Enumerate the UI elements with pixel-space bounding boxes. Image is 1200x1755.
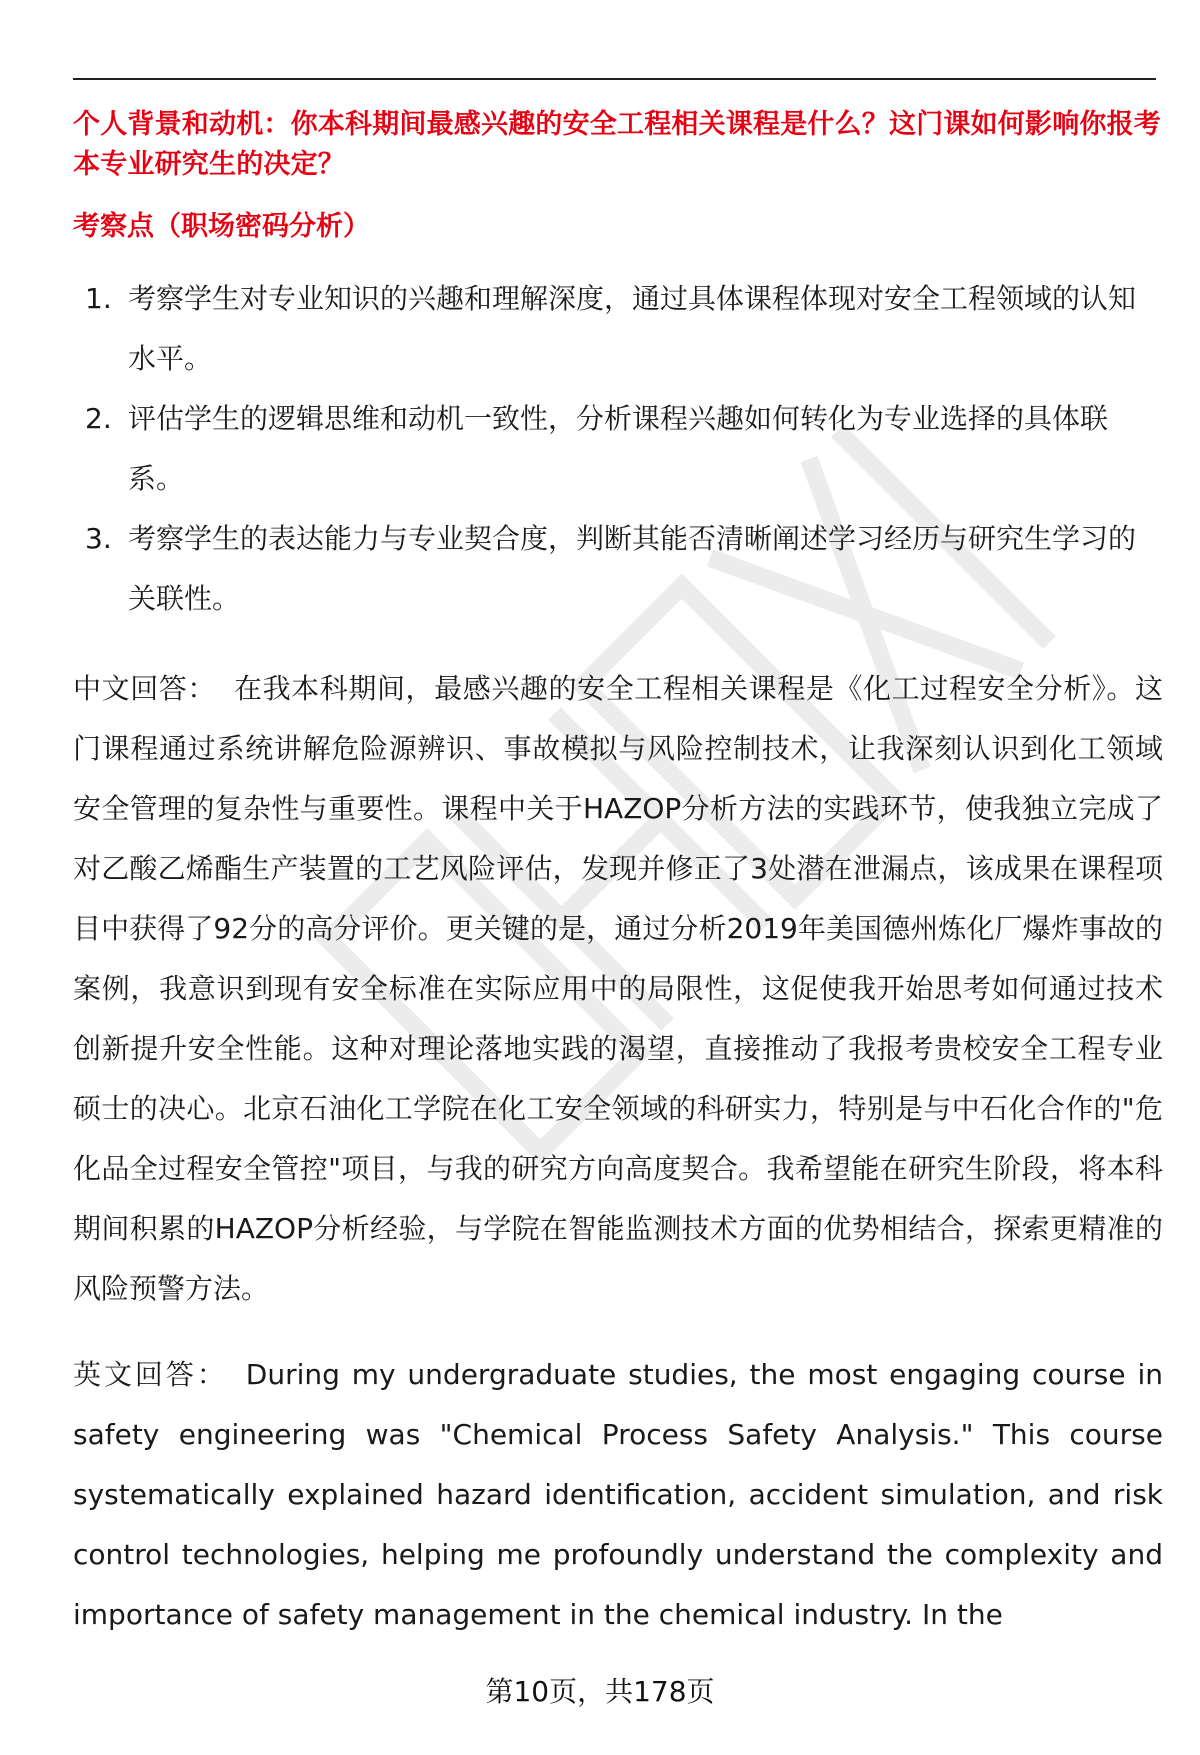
list-item-text: 考察学生对专业知识的兴趣和理解深度，通过具体课程体现对安全工程领域的认知水平。 xyxy=(128,282,1137,375)
list-item-number: 3. xyxy=(85,522,112,555)
list-item xyxy=(73,509,1163,629)
assessment-list xyxy=(73,269,1163,629)
english-answer-text: During my undergraduate studies, the most engaging course in safety engineering was "Chemical Process Safety Analysis." This course systematically explained hazard identification, accident simulation, and risk control technologies, helping me profoundly understand the complexity and importance of safety management in the chemical industry. In the xyxy=(73,1358,1163,1631)
chinese-answer-text: 在我本科期间，最感兴趣的安全工程相关课程是《化工过程安全分析》。这门课程通过系统讲解危险源辨识、事故模拟与风险控制技术，让我深刻认识到化工领域安全管理的复杂性与重要性。课程中关于HAZOP分析方法的实践环节，使我独立完成了对乙酸乙烯酯生产装置的工艺风险评估，发现并修正了3处潜在泄漏点，该成果在课程项目中获得了92分的高分评价。更关键的是，通过分析2019年美国德州炼化厂爆炸事故的案例，我意识到现有安全标准在实际应用中的局限性，这促使我开始思考如何通过技术创新提升安全性能。这种对理论落地实践的渴望，直接推动了我报考贵校安全工程专业硕士的决心。北京石油化工学院在化工安全领域的科研实力，特别是与中石化合作的"危化品全过程安全管控"项目，与我的研究方向高度契合。我希望能在研究生阶段，将本科期间积累的HAZOP分析经验，与学院在智能监测技术方面的优势相结合，探索更精准的风险预警方法。 xyxy=(73,672,1163,1305)
english-answer-label: 英文回答： xyxy=(73,1358,228,1391)
list-item-text: 评估学生的逻辑思维和动机一致性，分析课程兴趣如何转化为专业选择的具体联系。 xyxy=(128,402,1109,495)
chinese-answer-label: 中文回答： xyxy=(73,672,216,705)
list-item-text: 考察学生的表达能力与专业契合度，判断其能否清晰阐述学习经历与研究生学习的关联性。 xyxy=(128,522,1137,615)
top-divider xyxy=(73,78,1156,80)
assessment-heading: 考察点（职场密码分析） xyxy=(73,211,370,242)
page-number: 第10页，共178页 xyxy=(485,1675,715,1708)
list-item xyxy=(73,269,1163,389)
english-answer xyxy=(73,1345,1163,1645)
list-item-number: 1. xyxy=(85,282,112,315)
main-content xyxy=(73,105,1163,1645)
list-item-number: 2. xyxy=(85,402,112,435)
list-item xyxy=(73,389,1163,509)
question-heading: 个人背景和动机：你本科期间最感兴趣的安全工程相关课程是什么？这门课如何影响你报考本专业研究生的决定？ xyxy=(73,109,1161,180)
chinese-answer xyxy=(73,659,1163,1319)
